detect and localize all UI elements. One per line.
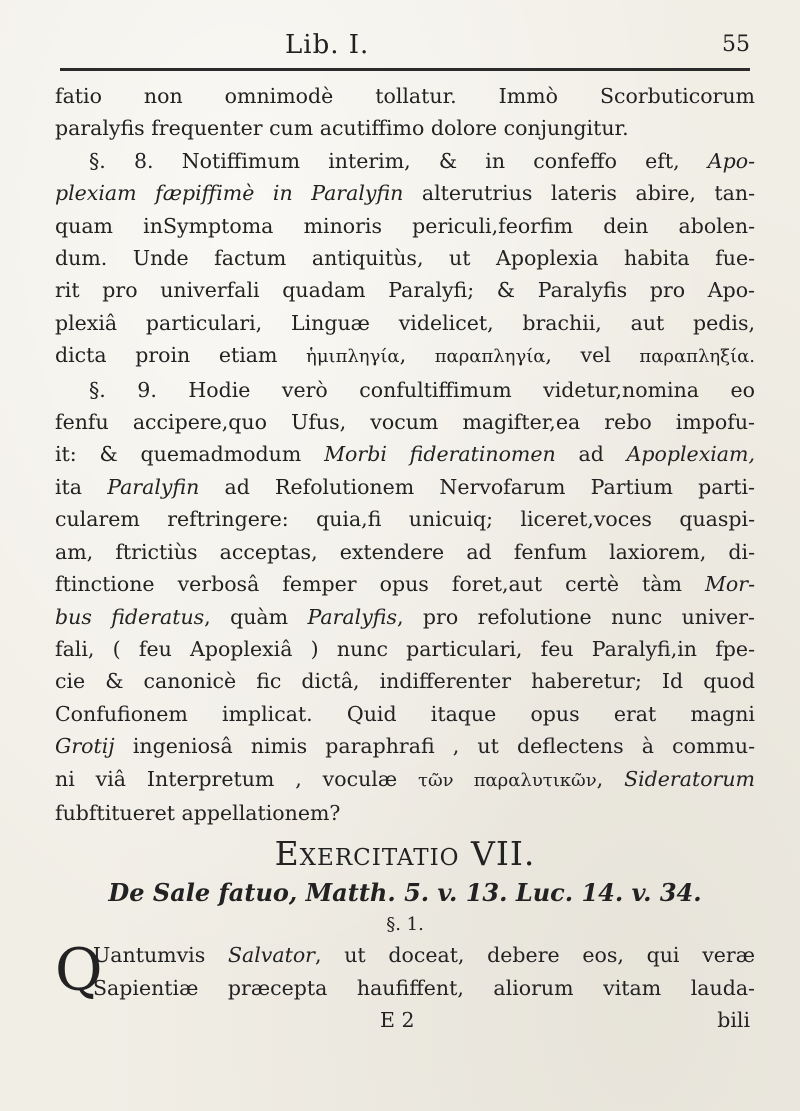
text-line: fali, ( feu Apoplexiâ ) nunc particulari, feu Paralyfi,in fpe- [55, 636, 755, 661]
section-mark: §. 1. [386, 914, 424, 936]
text-line: cie & canonicè fic dictâ, indifferenter haberetur; Id quod [55, 669, 755, 694]
page-number: 55 [722, 32, 750, 57]
greek-word: παραπληγία [434, 346, 546, 368]
text-line: fatio non omnimodè tollatur. Immò Scorbuticorum [55, 84, 755, 108]
drop-cap: Q [55, 936, 103, 1005]
signature-mark: E 2 [380, 1008, 415, 1033]
greek-word: τῶν παραλυτικῶν [418, 769, 597, 791]
text-line: bus fideratus, quàm Paralyfis, pro refolutione nunc univer- [55, 604, 755, 629]
body-text [55, 80, 755, 1036]
text-line: plexiâ particulari, Linguæ videlicet, brachii, aut pedis, [55, 310, 755, 335]
greek-word: ἡμιπληγία [306, 346, 400, 368]
text-line: it: & quemadmodum Morbi fideratinomen ad Apoplexiam, [55, 442, 755, 467]
text-line: Grotij ingeniosâ nimis paraphrafi , ut deflectens à commu- [55, 734, 755, 759]
header-rule [60, 68, 750, 71]
text-line: ita Paralyfin ad Refolutionem Nervofarum Partium parti- [55, 474, 755, 499]
text-line: cularem reftringere: quia,fi unicuiq; liceret,voces quaspi- [55, 507, 755, 532]
text-line: dicta proin etiam ἡμιπληγία, παραπληγία, vel παραπληξία. [55, 343, 755, 368]
page-footer [55, 1004, 755, 1036]
running-head: Lib. I. [285, 30, 370, 60]
text-line: am, ftrictiùs acceptas, extendere ad fenfum laxiorem, di- [55, 539, 755, 564]
text-line: fubftitueret appellationem? [55, 800, 341, 825]
catchword: bili [717, 1008, 750, 1033]
section-9-line: §. 9. Hodie verò confultiffimum videtur,nomina eo [89, 377, 755, 402]
greek-word: παραπληξία. [639, 346, 755, 368]
section-8-line: §. 8. Notiffimum interim, & in confeffo eft, Apo- [89, 148, 755, 173]
text-line: ftinctione verbosâ femper opus foret,aut certè tàm Mor- [55, 572, 755, 597]
text-line: Confufionem implicat. Quid itaque opus erat magni [55, 701, 755, 726]
text-line: quam inSymptoma minoris periculi,feorfim dein abolen- [55, 213, 755, 238]
text-line: Q Uantumvis Salvator, ut doceat, debere eos, qui veræ [55, 936, 755, 1005]
text-line: fenfu accipere,quo Ufus, vocum magifter,ea rebo impofu- [55, 410, 755, 435]
text-line: Sapientiæ præcepta haufiffent, aliorum vitam lauda- [93, 975, 755, 1000]
text-line: ni viâ Interpretum , voculæ τῶν παραλυτικῶν, Sideratorum [55, 766, 755, 791]
text-line: dum. Unde factum antiquitùs, ut Apoplexia habita fue- [55, 246, 755, 271]
text-line: plexiam fæpiffimè in Paralyfin alterutrius lateris abire, tan- [55, 181, 755, 206]
text-line: paralyfis frequenter cum acutiffimo dolore conjungitur. [55, 116, 629, 141]
text-line: rit pro univerfali quadam Paralyfi; & Paralyfis pro Apo- [55, 278, 755, 303]
chapter-subtitle: De Sale fatuo, Matth. 5. v. 13. Luc. 14. v. 34. [108, 878, 702, 908]
chapter-title: Exercitatio VII. [274, 834, 536, 874]
page-header [60, 28, 750, 74]
